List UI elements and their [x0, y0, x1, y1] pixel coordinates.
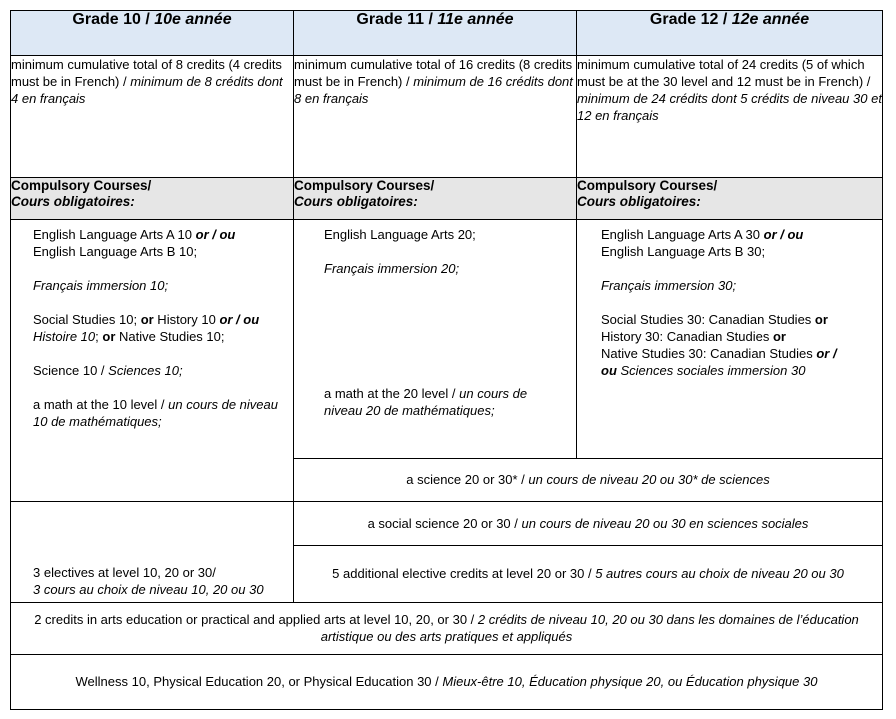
course-social-studies-30: Social Studies 30: Canadian Studies or History 30: Canadian Studies or Native Studies 30: Canadian Studies or / ou Sciences sociales immersion 30	[601, 311, 837, 378]
requirement-grade-12: minimum cumulative total of 24 credits (5 of which must be at the 30 level and 12 must be in French) / minimum de 24 crédits dont 5 crédits de niveau 30 et 12 en français	[577, 55, 883, 178]
requirement-grade-11: minimum cumulative total of 16 credits (8 credits must be in French) / minimum de 16 crédits dont 8 en français	[294, 55, 577, 178]
compulsory-heading-grade-11: Compulsory Courses/ Cours obligatoires:	[294, 178, 577, 220]
science-requirement: a science 20 or 30* / un cours de niveau 20 ou 30* de sciences	[294, 458, 883, 502]
header-grade-10: Grade 10 / 10e année	[11, 11, 294, 56]
header-row	[11, 11, 883, 56]
compulsory-courses-row	[11, 219, 883, 458]
compulsory-heading-grade-10: Compulsory Courses/ Cours obligatoires:	[11, 178, 294, 220]
compulsory-header-row	[11, 178, 883, 220]
course-math-10: a math at the 10 level / un cours de niveau 10 de mathématiques;	[33, 396, 278, 429]
electives-grade-10: 3 electives at level 10, 20 or 30/ 3 cours au choix de niveau 10, 20 ou 30	[11, 502, 294, 603]
header-grade-11: Grade 11 / 11e année	[294, 11, 577, 56]
course-ela-10: English Language Arts A 10 or / ou English Language Arts B 10;	[33, 226, 236, 259]
graduation-requirements-table	[10, 10, 883, 710]
compulsory-grade-11	[294, 219, 577, 458]
course-science-10: Science 10 / Sciences 10;	[33, 362, 183, 378]
requirement-grade-10: minimum cumulative total of 8 credits (4 credits must be in French) / minimum de 8 crédits dont 4 en français	[11, 55, 294, 178]
social-science-requirement: a social science 20 or 30 / un cours de niveau 20 ou 30 en sciences sociales	[294, 502, 883, 546]
course-ela-30: English Language Arts A 30 or / ou English Language Arts B 30;	[601, 226, 804, 259]
wellness-requirement: Wellness 10, Physical Education 20, or Physical Education 30 / Mieux-être 10, Éducation physique 20, ou Éducation physique 30	[11, 654, 883, 709]
compulsory-grade-12	[577, 219, 883, 458]
arts-requirement: 2 credits in arts education or practical and applied arts at level 10, 20, or 30 / 2 crédits de niveau 10, 20 ou 30 dans les domaines de l’éducation artistique ou des arts pratiques et appliqués	[11, 602, 883, 654]
course-french-20: Français immersion 20;	[324, 260, 460, 276]
credit-requirements-row	[11, 55, 883, 178]
course-social-studies-10: Social Studies 10; or History 10 or / ou Histoire 10; or Native Studies 10;	[33, 311, 260, 344]
course-ela-20: English Language Arts 20;	[324, 226, 476, 242]
compulsory-grade-10	[11, 219, 294, 501]
additional-electives-requirement: 5 additional elective credits at level 20 or 30 / 5 autres cours au choix de niveau 20 ou 30	[294, 545, 883, 602]
course-french-30: Français immersion 30;	[601, 277, 737, 293]
social-science-row	[11, 502, 883, 546]
header-grade-12: Grade 12 / 12e année	[577, 11, 883, 56]
arts-row	[11, 602, 883, 654]
wellness-row	[11, 654, 883, 709]
course-french-10: Français immersion 10;	[33, 277, 169, 293]
compulsory-heading-grade-12: Compulsory Courses/ Cours obligatoires:	[577, 178, 883, 220]
course-math-20: a math at the 20 level / un cours de niveau 20 de mathématiques;	[324, 385, 528, 418]
